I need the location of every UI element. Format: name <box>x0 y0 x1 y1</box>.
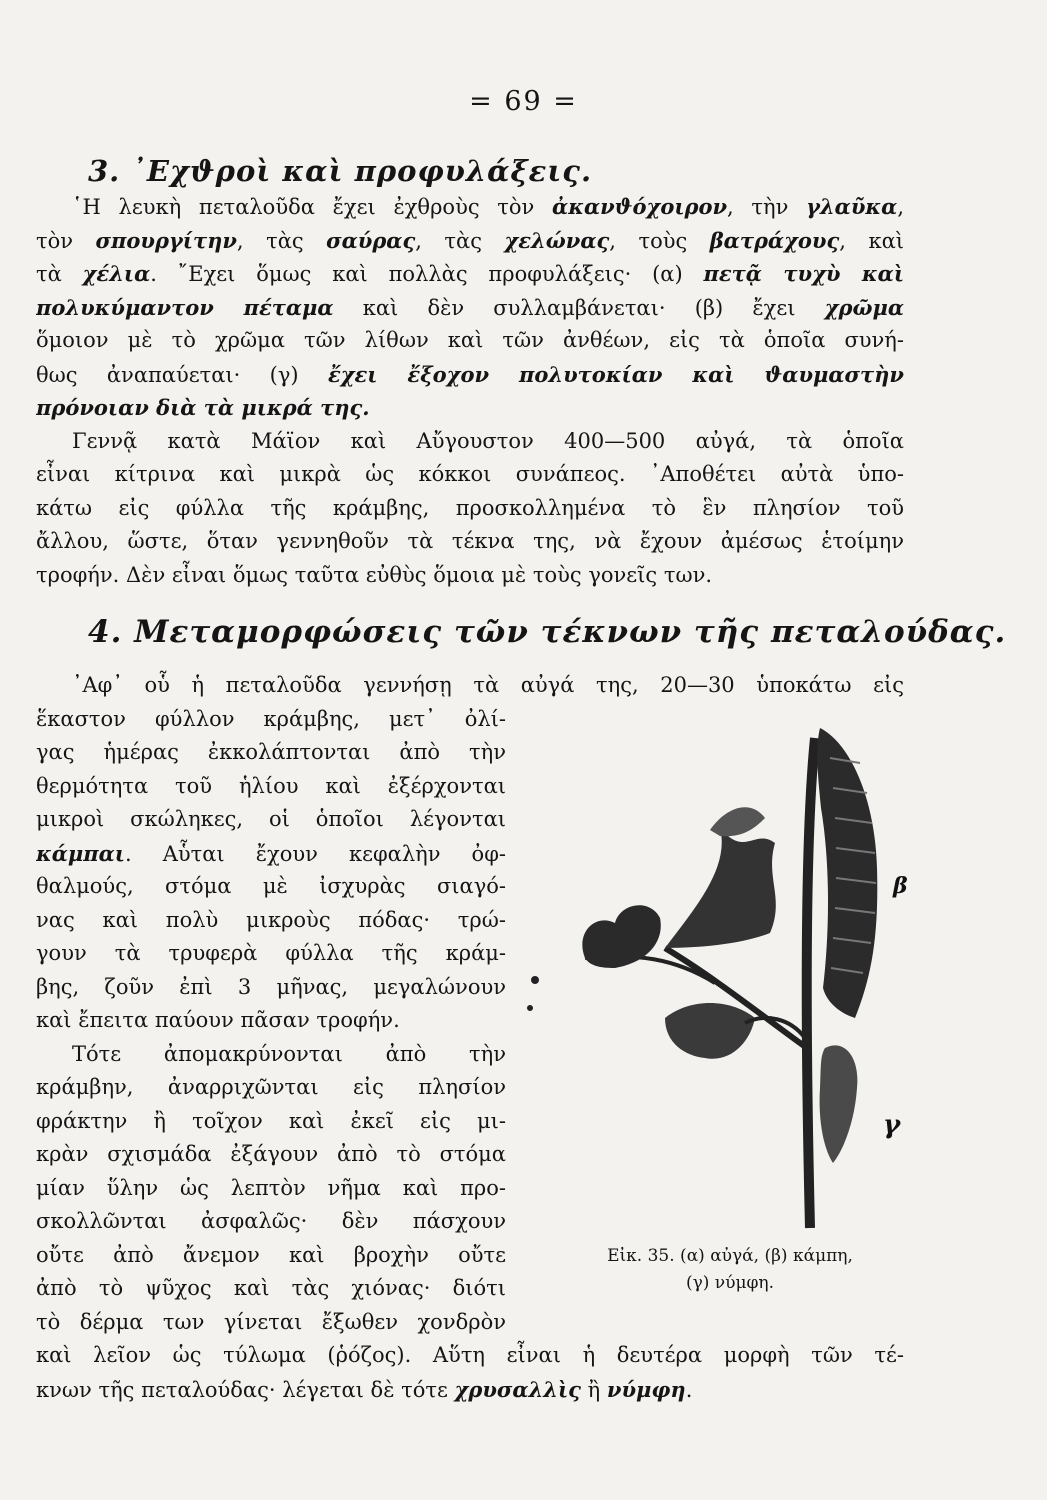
emphasized-term: χέλια <box>82 261 151 286</box>
text-line: σκολλῶνται ἀσφαλῶς· δὲν πάσχουν <box>36 1209 506 1233</box>
text-line: θαλμούς, στόμα μὲ ἰσχυρὰς σιαγό- <box>36 874 506 898</box>
text-line: θως ἀναπαύεται· (γ) ἔχει ἔξοχον πολυτοκίαν καὶ ϑαυμαστὴν <box>36 361 904 387</box>
text-line: φράκτην ἢ τοῖχον καὶ ἐκεῖ εἰς μι- <box>36 1108 506 1133</box>
section-3-text <box>36 190 904 592</box>
text-line: ἄλλου, ὥστε, ὅταν γεννηθοῦν τὰ τέκνα της, νὰ ἔχουν ἀμέσως ἑτοίμην <box>36 529 904 553</box>
text-line: νας καὶ πολὺ μικροὺς πόδας· τρώ- <box>36 907 506 932</box>
emphasized-term: γλαῦκα <box>806 194 898 219</box>
text-line: μίαν ὕλην ὡς λεπτὸν νῆμα καὶ προ- <box>36 1175 506 1200</box>
caption-line-2: (γ) νύμφη. <box>685 1273 775 1293</box>
emphasized-term: νύμφη <box>606 1376 686 1402</box>
text-line: οὔτε ἀπὸ ἄνεμον καὶ βροχὴν οὔτε <box>36 1242 506 1267</box>
text-line: καὶ λεῖον ὡς τύλωμα (ῥόζος). Αὕτη εἶναι ἡ δευτέρα μορφὴ τῶν τέ- <box>36 1343 904 1367</box>
text-line: βης, ζοῦν ἐπὶ 3 μῆνας, μεγαλώνουν <box>36 974 506 999</box>
text-line: κάμπαι. Αὗται ἔχουν κεφαλὴν ὀφ- <box>36 840 506 866</box>
emphasized-term: σπουργίτην <box>95 227 237 253</box>
text-line: Γεννᾷ κατὰ Μάϊον καὶ Αὔγουστον 400—500 αὐγά, τὰ ὁποῖα <box>72 428 904 453</box>
section-4-heading: 4. Μεταμορφώσεις τῶν τέκνων τῆς πεταλούδας. <box>88 614 1007 650</box>
emphasized-term: ἔχει ἔξοχον πολυτοκίαν καὶ ϑαυμαστὴν <box>327 361 904 387</box>
text-line: κράμβην, ἀναρριχῶνται εἰς πλησίον <box>36 1075 506 1099</box>
text-line: μικροὶ σκώληκες, οἱ ὁποῖοι λέγονται <box>36 807 506 831</box>
emphasized-term: χρῶμα <box>824 294 904 320</box>
text-line: Τότε ἀπομακρύνονται ἀπὸ τὴν <box>72 1041 506 1066</box>
text-line: τὸν σπουργίτην, τὰς σαύρας, τὰς χελώνας, τοὺς βατράχους, καὶ <box>36 227 904 253</box>
emphasized-term: βατράχους <box>709 227 840 253</box>
caterpillar-illustration <box>515 718 910 1238</box>
figure-caption <box>540 1243 920 1297</box>
text-line: γας ἡμέρας ἐκκολάπτονται ἀπὸ τὴν <box>36 740 506 764</box>
emphasized-term: ἀκανϑόχοιρον <box>552 194 728 219</box>
text-line: ἀπὸ τὸ ψῦχος καὶ τὰς χιόνας· διότι <box>36 1276 506 1300</box>
text-line: καὶ ἔπειτα παύουν πᾶσαν τροφήν. <box>36 1008 400 1032</box>
emphasized-term: πρόνοιαν διὰ τὰ μικρά της. <box>36 395 370 420</box>
text-line: γουν τὰ τρυφερὰ φύλλα τῆς κράμ- <box>36 941 506 965</box>
text-line: ἕκαστον φύλλον κράμβης, μετ᾿ ὀλί- <box>36 706 506 731</box>
emphasized-term: χρυσαλλὶς <box>454 1376 581 1402</box>
emphasized-term: πολυκύμαντον πέταμα <box>36 294 334 320</box>
emphasized-term: χελώνας <box>504 227 610 253</box>
text-line: ᾿Αφ᾿ οὗ ἡ πεταλοῦδα γεννήσῃ τὰ αὐγά της, 20—30 ὑποκάτω εἰς <box>72 673 904 697</box>
section-3-heading: 3. ᾿Εχϑροὶ καὶ προφυλάξεις. <box>88 154 593 188</box>
emphasized-term: σαύρας <box>326 227 416 253</box>
text-line: τροφήν. Δὲν εἶναι ὅμως ταῦτα εὐθὺς ὅμοια μὲ τοὺς γονεῖς των. <box>36 562 713 587</box>
text-line: ὅμοιον μὲ τὸ χρῶμα τῶν λίθων καὶ τῶν ἀνθέων, εἰς τὰ ὁποῖα συνή- <box>36 328 904 352</box>
label-gamma: γ <box>883 1110 901 1140</box>
text-line: κρὰν σχισμάδα ἐξάγουν ἀπὸ τὸ στόμα <box>36 1142 506 1166</box>
text-line: εἶναι κίτρινα καὶ μικρὰ ὡς κόκκοι συνάπεος. ᾿Αποθέτει αὐτὰ ὑπο- <box>36 462 904 486</box>
text-line: τὰ χέλια. ῎Εχει ὅμως καὶ πολλὰς προφυλάξεις· (α) πετᾷ τυχὺ καὶ <box>36 261 904 286</box>
text-line: τὸ δέρμα των γίνεται ἔξωθεν χονδρὸν <box>36 1309 506 1334</box>
page-number: = 69 = <box>469 86 578 117</box>
text-line: πολυκύμαντον πέταμα καὶ δὲν συλλαμβάνεται· (β) ἔχει χρῶμα <box>36 294 904 320</box>
text-line: κάτω εἰς φύλλα τῆς κράμβης, προσκολλημένα τὸ ἓν πλησίον τοῦ <box>36 495 904 520</box>
text-line <box>36 391 904 425</box>
text-line: κνων τῆς πεταλούδας· λέγεται δὲ τότε χρυσαλλὶς ἢ νύμφη. <box>36 1376 693 1402</box>
text-line: ῾Η λευκὴ πεταλοῦδα ἔχει ἐχθροὺς τὸν ἀκανϑόχοιρον, τὴν γλαῦκα, <box>72 194 904 219</box>
text-line: θερμότητα τοῦ ἡλίου καὶ ἐξέρχονται <box>36 773 506 798</box>
caption-line-1: Εἰκ. 35. (α) αὐγά, (β) κάμπη, <box>607 1246 853 1266</box>
emphasized-term: κάμπαι <box>36 840 125 866</box>
emphasized-term: πετᾷ τυχὺ καὶ <box>703 261 904 286</box>
label-beta: β <box>893 873 908 899</box>
